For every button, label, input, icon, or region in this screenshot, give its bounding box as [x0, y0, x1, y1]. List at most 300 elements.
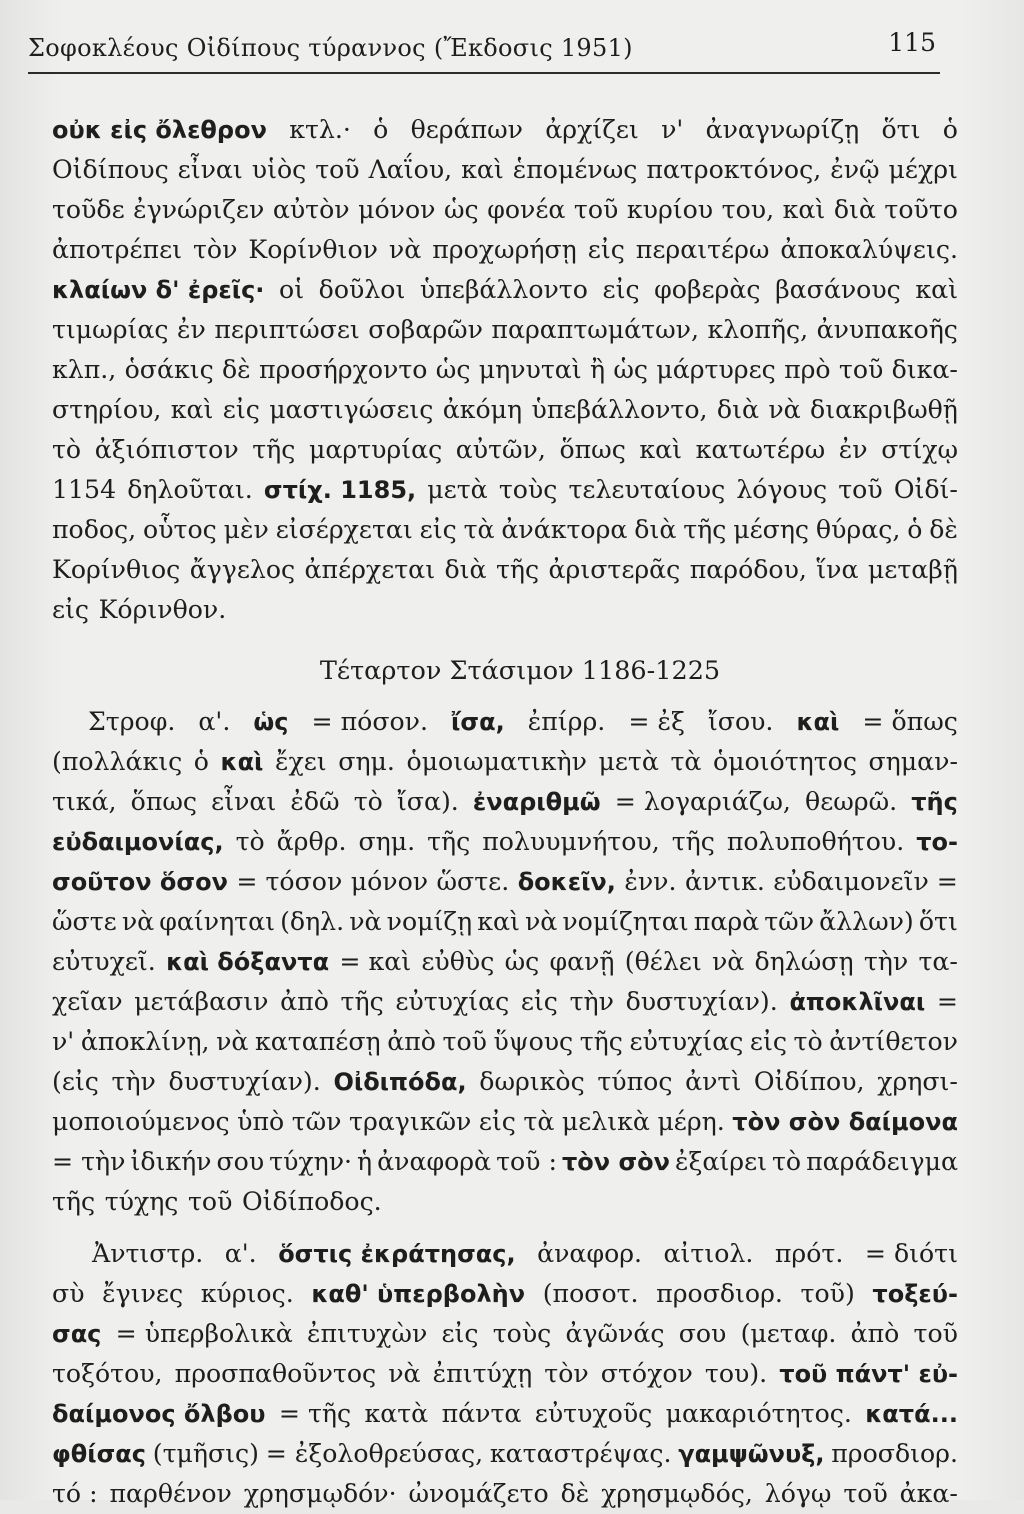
- word: ἰδικήν: [130, 1147, 212, 1176]
- word: ἢ: [589, 355, 606, 384]
- word: τὴν: [569, 987, 614, 1016]
- word: (μεταφ.: [740, 1319, 837, 1348]
- word: πάντα: [441, 1399, 522, 1428]
- lemma-term: γαμψῶνυξ,: [678, 1440, 825, 1468]
- word: τὰ: [523, 1107, 555, 1136]
- word: = ἐξολοθρεύσας,: [265, 1439, 484, 1468]
- word: τύχην·: [269, 1147, 353, 1176]
- lemma-term: κλαίων δ' ἐρεῖς·: [52, 276, 265, 304]
- word: μαστιγώσεις: [269, 395, 434, 424]
- word: = ὅπως: [862, 707, 958, 736]
- word: νὰ: [388, 1359, 421, 1388]
- word: ἵνα: [816, 555, 859, 584]
- word: τοῦτο: [884, 195, 958, 224]
- word: μελικὰ: [561, 1107, 650, 1136]
- word: ἀριστερᾶς: [548, 555, 681, 584]
- word: ἴσα).: [396, 787, 459, 816]
- text-line: [52, 110, 958, 150]
- word: θύρας,: [815, 515, 901, 544]
- word: τὸ: [235, 827, 265, 856]
- word: ὅτι: [918, 907, 958, 936]
- word: προσδιορ.: [831, 1439, 958, 1468]
- word: εἰς: [478, 1107, 516, 1136]
- section-heading: Τέταρτον Στάσιμον 1186-1225: [319, 656, 721, 686]
- word: τραγικῶν: [349, 1107, 472, 1136]
- word: προσπαθοῦντος: [174, 1359, 377, 1388]
- word: σὺ: [52, 1279, 85, 1308]
- word: Οἰδίποδος.: [241, 1187, 382, 1216]
- word: χεῖαν: [52, 987, 123, 1016]
- word: καὶ: [639, 435, 683, 464]
- word: ἀξιόπιστον: [94, 435, 239, 464]
- word: θεωρῶ.: [805, 787, 898, 816]
- word: δὲ: [560, 1479, 590, 1508]
- word: προσδιορ.: [656, 1279, 783, 1308]
- word: τοῦ: [187, 1187, 233, 1216]
- word: μεταβῇ: [867, 555, 958, 584]
- word: Κορίνθιος: [52, 555, 181, 584]
- word: ἀντίθετον: [829, 1027, 958, 1056]
- word: = λογαριάζω,: [614, 787, 791, 816]
- word: φοβερὰς: [654, 275, 761, 304]
- word: τοῦ: [442, 1027, 487, 1056]
- word: ὁ: [942, 115, 958, 144]
- word: ὡς: [613, 355, 649, 384]
- word: ὠνομάζετο: [408, 1479, 549, 1508]
- word: ἐγνώριζεν: [133, 195, 265, 224]
- word: σου: [216, 1147, 265, 1176]
- word: μέρη.: [657, 1107, 725, 1136]
- spacer: [52, 1222, 958, 1234]
- page-number: 115: [888, 28, 936, 57]
- word: ὅτι: [881, 115, 921, 144]
- word: κυρίου: [626, 195, 714, 224]
- word: τῆς: [495, 555, 540, 584]
- text-line: [52, 470, 958, 510]
- text-line: [52, 1142, 958, 1182]
- word: εὐτυχίας: [629, 1027, 744, 1056]
- word: = τὴν: [52, 1147, 126, 1176]
- word: μὲν: [223, 515, 269, 544]
- word: ἄλλων): [819, 907, 914, 936]
- word: κύριος.: [200, 1279, 294, 1308]
- word: παράδειγμα: [806, 1147, 958, 1176]
- word: σοβαρῶν: [368, 315, 483, 344]
- word: κλοπῆς,: [707, 315, 809, 344]
- text-line: [52, 390, 958, 430]
- word: εἰς: [419, 515, 457, 544]
- word: εὐτυχίας: [395, 987, 510, 1016]
- lemma-term: κατά...: [865, 1400, 958, 1428]
- word: τὸ: [353, 787, 383, 816]
- word: τοῦ: [913, 1319, 958, 1348]
- word: ἀπὸ: [850, 1319, 900, 1348]
- lemma-term: δοκεῖν,: [517, 868, 616, 896]
- word: τῆς: [671, 827, 715, 856]
- word: του).: [704, 1359, 768, 1388]
- word: εἰς: [441, 1319, 479, 1348]
- word: στίχῳ: [881, 435, 958, 464]
- lemma-term: ὡς: [253, 708, 289, 736]
- text-line: [52, 782, 958, 822]
- word: μετὰ: [427, 475, 488, 504]
- word: καὶ: [782, 195, 826, 224]
- word: πατροκτόνος,: [646, 155, 822, 184]
- word: τύχης: [104, 1187, 179, 1216]
- word: ὥστε.: [436, 867, 510, 896]
- word: τελευταίους: [568, 475, 726, 504]
- word: υἱὸς: [251, 155, 307, 184]
- text-line: [52, 742, 958, 782]
- word: ἐνν.: [624, 867, 677, 896]
- word: οὗτος: [143, 515, 217, 544]
- word: κατὰ: [364, 1399, 429, 1428]
- word: τὴν: [863, 947, 909, 976]
- word: ἀγῶνάς: [565, 1319, 665, 1348]
- word: βασάνους: [775, 275, 901, 304]
- word: μακαριότητος.: [665, 1399, 852, 1428]
- word: ἀναφορὰ: [377, 1147, 492, 1176]
- word: τικά,: [52, 787, 117, 816]
- word: παρὰ: [693, 907, 760, 936]
- word: δηλώσῃ: [754, 947, 854, 976]
- word: = ἐξ: [628, 707, 685, 736]
- lemma-term: ἴσα,: [451, 708, 505, 736]
- word: ἑπομένως: [512, 155, 638, 184]
- text-line: [52, 702, 958, 742]
- word: χρησι-: [877, 1067, 958, 1096]
- word: τὸν: [544, 1359, 589, 1388]
- word: ἀναγνωρίζῃ: [705, 115, 860, 144]
- word: μόνον: [350, 867, 429, 896]
- word: ὅπως: [130, 787, 198, 816]
- text-line: [52, 1394, 958, 1434]
- word: μαρτυρίας: [308, 435, 443, 464]
- word: προσήρχοντο: [259, 355, 428, 384]
- text-line: [52, 310, 958, 350]
- word: νὰ: [524, 907, 558, 936]
- word: εὐδαιμονεῖν =: [773, 867, 958, 896]
- word: ἐπιτυχὼν: [306, 1319, 428, 1348]
- word: μετὰ: [598, 747, 659, 776]
- word: παρθένον: [109, 1479, 232, 1508]
- word: ἀποτρέπει: [52, 235, 182, 264]
- word: Ἀντιστρ.: [92, 1239, 204, 1268]
- text-line: [52, 982, 958, 1022]
- text-line: [52, 430, 958, 470]
- word: ἀνάκτορα: [501, 515, 628, 544]
- word: 1154: [52, 475, 117, 504]
- word: χρησμῳδός,: [601, 1479, 753, 1508]
- word: κατωτέρω: [695, 435, 826, 464]
- running-title: Σοφοκλέους Οἰδίπους τύραννος (Ἔκδοσις 1951): [28, 34, 633, 62]
- word: δηλοῦται.: [127, 475, 253, 504]
- word: μόνον: [358, 195, 436, 224]
- text-line: [52, 942, 958, 982]
- word: νὰ: [349, 907, 382, 936]
- word: α'.: [198, 707, 231, 736]
- word: ἐπίρρ.: [527, 707, 606, 736]
- word: καὶ: [915, 275, 958, 304]
- word: μέχρι: [888, 155, 958, 184]
- word: ποδος,: [52, 515, 137, 544]
- text-line: [52, 1354, 958, 1394]
- word: νὰ: [388, 235, 422, 264]
- word: εἰς: [602, 275, 640, 304]
- text-line: [52, 190, 958, 230]
- word: (ποσοτ.: [542, 1279, 639, 1308]
- spacer: [52, 630, 958, 642]
- lemma-term: τῆς: [911, 788, 958, 816]
- word: χρησμῳδόν·: [243, 1479, 397, 1508]
- word: θεράπων: [410, 115, 523, 144]
- word: τα-: [918, 947, 958, 976]
- word: (δηλ.: [280, 907, 345, 936]
- word: = τόσον: [236, 867, 343, 896]
- word: νὰ: [121, 907, 155, 936]
- word: διακριβωθῇ: [810, 395, 958, 424]
- word: ὁ: [907, 515, 923, 544]
- word: ὡς: [435, 355, 471, 384]
- text-line: [52, 1102, 958, 1142]
- lemma-term: ἐναριθμῶ: [472, 788, 601, 816]
- word: τοῦ: [315, 155, 360, 184]
- word: μάρτυρες: [656, 355, 776, 384]
- word: μέσης: [733, 515, 810, 544]
- word: καταστρέψας.: [489, 1439, 672, 1468]
- word: διὰ: [444, 555, 487, 584]
- word: διὰ: [634, 515, 677, 544]
- word: εἰς: [749, 1027, 787, 1056]
- word: ὅπως: [559, 435, 626, 464]
- word: τῆς: [427, 827, 471, 856]
- text-line: [52, 270, 958, 310]
- word: ἐξαίρει: [674, 1147, 767, 1176]
- word: = πόσον.: [311, 707, 429, 736]
- word: (εἰς: [52, 1067, 99, 1096]
- word: Κορίνθιον: [248, 235, 378, 264]
- word: διὰ: [833, 195, 876, 224]
- word: = διότι: [864, 1239, 958, 1268]
- word: ἀρχίζει: [545, 115, 639, 144]
- word: ἀποκαλύψεις.: [780, 235, 958, 264]
- word: ὑπὸ: [237, 1107, 285, 1136]
- word: καὶ: [170, 395, 214, 424]
- word: αὐτὸν: [272, 195, 350, 224]
- word: σου: [678, 1319, 727, 1348]
- word: εὐθὺς: [421, 947, 495, 976]
- text-line: [52, 822, 958, 862]
- word: ὁμοιότητος: [712, 747, 857, 776]
- word: ἀντὶ: [685, 1067, 742, 1096]
- text-line: [52, 902, 958, 942]
- word: τὴν: [111, 1067, 156, 1096]
- word: τοῦδε: [52, 195, 125, 224]
- word: ν': [52, 1027, 75, 1056]
- word: τῶν: [291, 1107, 342, 1136]
- word: δυστυχίαν).: [168, 1067, 321, 1096]
- lemma-term: καὶ δόξαντα: [166, 948, 330, 976]
- word: (πολλάκις: [52, 747, 183, 776]
- lemma-term: ὅστις ἐκράτησας,: [278, 1240, 516, 1268]
- word: περαιτέρω: [635, 235, 770, 264]
- text-line: [52, 1474, 958, 1514]
- running-head: [28, 28, 940, 74]
- text-line: [52, 1182, 958, 1222]
- word: τοῦ: [838, 475, 883, 504]
- word: τό :: [52, 1479, 98, 1508]
- word: μετάβασιν: [134, 987, 269, 1016]
- word: = ὑπερβολικὰ: [115, 1319, 293, 1348]
- word: ἄρθρ.: [276, 827, 347, 856]
- lemma-term: ἀποκλῖναι: [789, 988, 926, 1016]
- word: φανῇ: [549, 947, 615, 976]
- lemma-term: Οἰδιπόδα,: [333, 1068, 467, 1096]
- lemma-term: τοῦ πάντ' εὐ-: [779, 1360, 958, 1388]
- word: (θέλει: [624, 947, 702, 976]
- word: δυστυχίαν).: [625, 987, 778, 1016]
- word: εἶναι: [211, 787, 277, 816]
- word: εἰς: [222, 395, 260, 424]
- word: φαίνηται: [159, 907, 275, 936]
- lemma-term: στίχ. 1185,: [263, 476, 417, 504]
- word: προχωρήσῃ: [432, 235, 577, 264]
- lemma-term: τὸν σὸν δαίμονα: [732, 1108, 958, 1136]
- word: ἀκόμη: [442, 395, 523, 424]
- word: πρὸ: [784, 355, 831, 384]
- word: τῆς: [340, 987, 384, 1016]
- lemma-term: φθίσας: [52, 1440, 147, 1468]
- word: ἐνῷ: [830, 155, 880, 184]
- word: νομίζῃ: [386, 907, 473, 936]
- word: νὰ: [711, 947, 745, 976]
- lemma-term: τοξεύ-: [872, 1280, 958, 1308]
- word: ὁ: [373, 115, 389, 144]
- word: ν': [661, 115, 684, 144]
- text-line: [52, 1062, 958, 1102]
- word: τοῦ: [573, 195, 619, 224]
- word: Οἰδίπου,: [753, 1067, 865, 1096]
- word: τοῦ): [800, 1279, 855, 1308]
- word: τῆς: [579, 1027, 623, 1056]
- word: μοποιούμενος: [52, 1107, 230, 1136]
- word: ὁσάκις: [124, 355, 214, 384]
- word: λόγους: [736, 475, 828, 504]
- text-line: [52, 862, 958, 902]
- word: νὰ: [216, 1027, 249, 1056]
- word: τοὺς: [492, 1319, 552, 1348]
- word: διὰ: [716, 395, 759, 424]
- lemma-term: καὶ: [220, 748, 264, 776]
- word: τοῦ: [838, 355, 884, 384]
- word: ἄγγελος: [189, 555, 296, 584]
- word: ἀκα-: [899, 1479, 958, 1508]
- word: τὸ: [52, 435, 82, 464]
- word: αἰτιολ.: [663, 1239, 754, 1268]
- word: ὕψους: [493, 1027, 574, 1056]
- word: τοῦ :: [496, 1147, 557, 1176]
- word: ὑπεβάλλοντο,: [531, 395, 708, 424]
- lemma-term: καὶ: [796, 708, 840, 736]
- word: = καὶ: [339, 947, 412, 976]
- word: =: [936, 987, 958, 1016]
- word: τῶν: [764, 907, 815, 936]
- word: ἡ: [357, 1147, 373, 1176]
- word: τοξότου,: [52, 1359, 163, 1388]
- word: κλπ.,: [52, 355, 117, 384]
- word: εἶναι: [177, 155, 243, 184]
- word: ὡς: [444, 195, 479, 224]
- word: τὰ: [463, 515, 495, 544]
- word: τὸ: [793, 1027, 823, 1056]
- word: ἐν: [177, 315, 206, 344]
- word: κτλ.·: [289, 115, 351, 144]
- text-line: [52, 1274, 958, 1314]
- text-line: [52, 1234, 958, 1274]
- lemma-term: τὸν σὸν: [561, 1148, 670, 1176]
- word: Λαΐου,: [368, 155, 453, 184]
- text-line: [52, 350, 958, 390]
- word: ἀπὸ: [280, 987, 329, 1016]
- word: εἰσέρχεται: [275, 515, 413, 544]
- word: ἐν: [838, 435, 868, 464]
- word: ἀπέρχεται: [304, 555, 436, 584]
- word: στόχον: [600, 1359, 693, 1388]
- word: ὁ: [193, 747, 209, 776]
- lemma-term: σοῦτον ὅσον: [52, 868, 228, 896]
- word: νομίζηται: [562, 907, 689, 936]
- word: φονέα: [487, 195, 566, 224]
- word: τῆς: [683, 515, 727, 544]
- lemma-term: το-: [916, 828, 958, 856]
- word: ἐδῶ: [290, 787, 340, 816]
- word: καὶ: [477, 907, 520, 936]
- word: εἰς: [52, 595, 90, 624]
- text-line: [52, 230, 958, 270]
- word: νὰ: [768, 395, 801, 424]
- text-line: [52, 550, 958, 590]
- word: τὸ: [771, 1147, 802, 1176]
- word: δοῦλοι: [318, 275, 406, 304]
- word: = τῆς: [278, 1399, 352, 1428]
- lemma-term: καθ' ὑπερβολὴν: [311, 1280, 526, 1308]
- word: του,: [721, 195, 775, 224]
- word: ὥστε: [52, 907, 117, 936]
- word: τοὺς: [498, 475, 558, 504]
- word: τὸν: [193, 235, 238, 264]
- word: Κόρινθον.: [98, 595, 227, 624]
- text-line: [52, 1434, 958, 1474]
- word: τῆς: [252, 435, 296, 464]
- word: δικα-: [891, 355, 958, 384]
- word: σημαν-: [868, 747, 958, 776]
- word: τὰ: [670, 747, 702, 776]
- word: ἀποκλίνῃ,: [80, 1027, 210, 1056]
- text-line: [52, 590, 958, 630]
- word: (τμῆσις): [152, 1439, 259, 1468]
- word: αὐτῶν,: [455, 435, 546, 464]
- word: παρόδου,: [689, 555, 807, 584]
- word: σημ.: [358, 827, 416, 856]
- word: καὶ: [461, 155, 504, 184]
- word: α'.: [224, 1239, 257, 1268]
- word: μηνυταὶ: [478, 355, 582, 384]
- lemma-term: εὐδαιμονίας,: [52, 828, 224, 856]
- word: ἔγινες: [102, 1279, 184, 1308]
- word: καταπέσῃ: [255, 1027, 381, 1056]
- word: εἰς: [587, 235, 625, 264]
- word: ὁμοιωματικὴν: [406, 747, 587, 776]
